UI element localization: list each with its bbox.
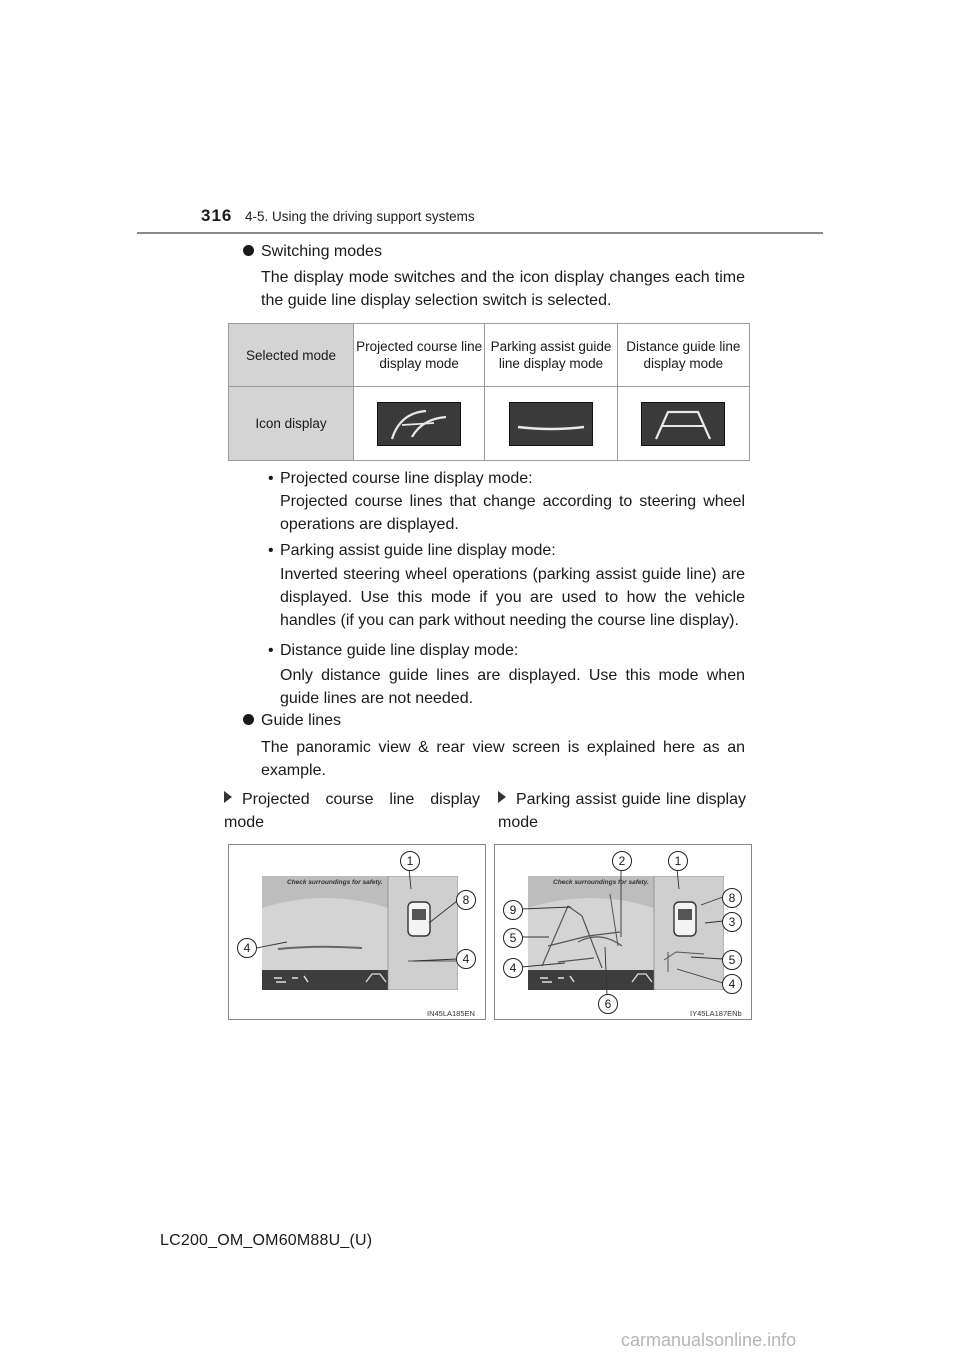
left-leader-lines [229, 845, 485, 1019]
footer-model-code: LC200_OM_OM60M88U_(U) [160, 1232, 373, 1249]
right-leader-lines [495, 845, 751, 1019]
callout-4-right: 4 [456, 949, 476, 969]
callout-6: 6 [598, 994, 618, 1014]
callout-4-left: 4 [237, 938, 257, 958]
right-screen-text: Check surroundings for safety. [553, 879, 649, 886]
col-parking-assist: Parking assist guide line display mode [485, 324, 617, 387]
callout-8: 8 [456, 890, 476, 910]
mode-list-title-3: Distance guide line display mode: [280, 642, 519, 659]
left-screen-text: Check surroundings for safety. [287, 879, 383, 886]
switching-modes-text: The display mode switches and the icon display changes each time the guide line display selection switch is selected. [261, 269, 745, 309]
icon-display-label: Icon display [229, 387, 354, 461]
callout-2: 2 [612, 851, 632, 871]
header-rule [137, 232, 823, 234]
bullet-dot-icon [243, 245, 254, 256]
watermark: carmanualsonline.info [621, 1330, 797, 1350]
projected-course-icon [377, 402, 461, 446]
col-distance-guide: Distance guide line display mode [617, 324, 749, 387]
page-number: 316 [201, 206, 233, 225]
bullet-dot-icon [243, 714, 254, 725]
callout-3: 3 [722, 912, 742, 932]
mode-list-bullet-1: • [268, 470, 274, 487]
callout-5-right: 5 [722, 950, 742, 970]
mode-list-bullet-2: • [268, 542, 274, 559]
callout-4-left: 4 [503, 958, 523, 978]
mode-list-desc-2: Inverted steering wheel operations (parking assist guide line) are displayed. Use this mode if you are used to how the vehicle handles (if you can park without needing the course line display). [280, 566, 745, 629]
distance-guide-icon [641, 402, 725, 446]
callout-1: 1 [668, 851, 688, 871]
right-figure-code: IY45LA187ENb [690, 1009, 742, 1018]
mode-list-title-2: Parking assist guide line display mode: [280, 542, 556, 559]
projected-course-cell [353, 387, 484, 461]
triangle-bullet-icon [224, 791, 232, 803]
parking-assist-cell [485, 387, 617, 461]
callout-8: 8 [722, 888, 742, 908]
left-figure-heading: Projected course line display mode [224, 791, 480, 831]
left-figure-code: IN45LA185EN [427, 1009, 475, 1018]
parking-assist-icon [509, 402, 593, 446]
distance-guide-cell [617, 387, 749, 461]
mode-list-title-1: Projected course line display mode: [280, 470, 533, 487]
mode-list-desc-1: Projected course lines that change according to steering wheel operations are displayed. [280, 493, 745, 533]
left-figure [228, 844, 486, 1020]
callout-1: 1 [400, 851, 420, 871]
triangle-bullet-icon [498, 791, 506, 803]
callout-5-left: 5 [503, 928, 523, 948]
section-title: 4-5. Using the driving support systems [245, 209, 475, 224]
guide-lines-heading: Guide lines [243, 710, 341, 732]
right-figure [494, 844, 752, 1020]
col-projected-course: Projected course line display mode [353, 324, 484, 387]
switching-modes-heading: Switching modes [243, 241, 382, 263]
guide-lines-text: The panoramic view & rear view screen is explained here as an example. [261, 739, 745, 779]
callout-9: 9 [503, 900, 523, 920]
callout-4-right: 4 [722, 974, 742, 994]
selected-mode-label: Selected mode [229, 324, 354, 387]
right-figure-heading: Parking assist guide line display mode [498, 791, 746, 831]
mode-list-bullet-3: • [268, 642, 274, 659]
mode-table [228, 323, 750, 461]
mode-list-desc-3: Only distance guide lines are displayed. Use this mode when guide lines are not needed. [280, 667, 745, 707]
